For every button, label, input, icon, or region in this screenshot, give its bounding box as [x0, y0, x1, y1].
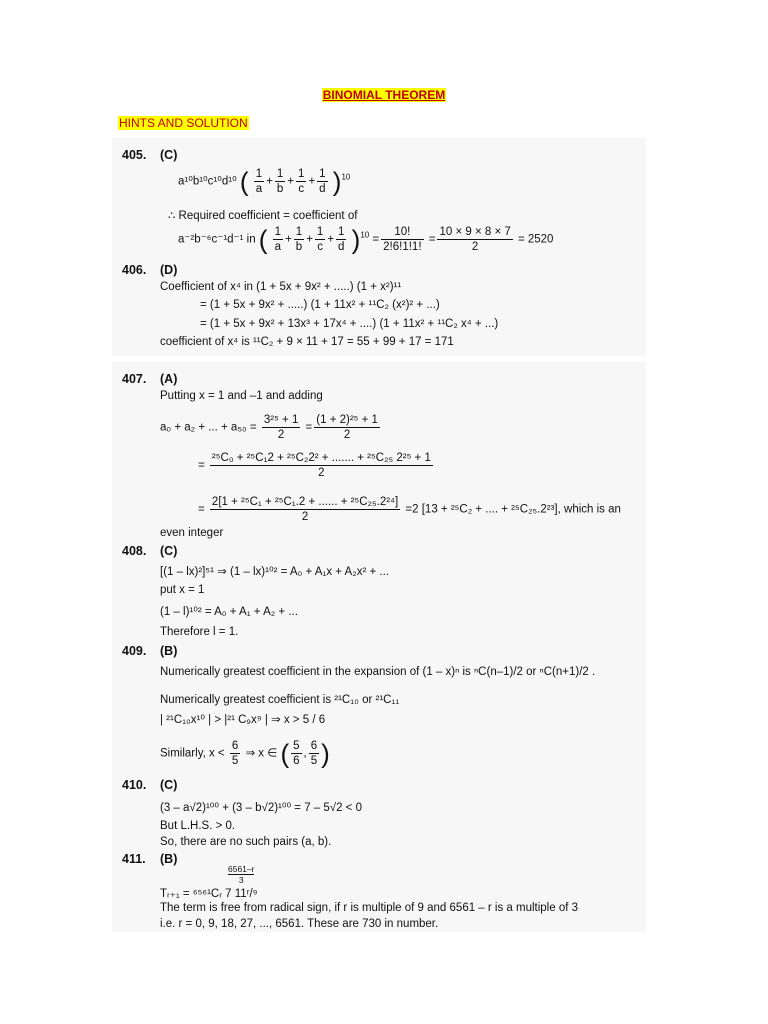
- q406-line-3: = (1 + 5x + 9x² + 13x³ + 17x⁴ + ....) (1 + 11x² + ¹¹C₂ x⁴ + ...): [200, 318, 499, 330]
- q411-line-3: i.e. r = 0, 9, 18, 27, ..., 6561. These are 730 in number.: [160, 918, 439, 930]
- solution-scan-2: [112, 362, 646, 932]
- question-number-409: 409.: [122, 644, 147, 658]
- q408-line-2: put x = 1: [160, 584, 205, 596]
- question-number-406: 406.: [122, 263, 147, 277]
- answer-407: (A): [160, 372, 178, 386]
- q410-line-1: (3 – a√2)¹⁰⁰ + (3 – b√2)¹⁰⁰ = 7 – 5√2 < 0: [160, 802, 362, 814]
- q411-exponent: 6561–r 3: [228, 864, 255, 885]
- q409-line-4: Similarly, x < $\frac{6}{5}$ ⇒ x ∈ ( $\frac{5}{6}$ , $\frac{6}{5}$ ): [160, 738, 330, 769]
- q407-line-1: Putting x = 1 and –1 and adding: [160, 390, 323, 402]
- page-title: BINOMIAL THEOREM: [322, 88, 446, 102]
- q408-line-4: Therefore l = 1.: [160, 626, 239, 638]
- q405-expression-2: a⁻²b⁻⁶c⁻¹d⁻¹ in ( $\frac{1}{a}$ + $\frac{1}{b}$ + $\frac{1}{c}$ + $\frac{1}{d}$ )$^{10}$ = $\frac{10!}{2!6!1!1!}$ = $\frac{10 \times 9 \times 8 \times 7}{2}$ = 2520: [178, 224, 554, 255]
- answer-406: (D): [160, 263, 178, 277]
- q405-expression-1: a¹⁰b¹⁰c¹⁰d¹⁰ ( $\frac{1}{a}$ + $\frac{1}{b}$ + $\frac{1}{c}$ + $\frac{1}{d}$ )$^{10}$: [178, 166, 351, 197]
- question-number-408: 408.: [122, 544, 147, 558]
- solution-scan-1: [112, 138, 646, 356]
- answer-411: (B): [160, 852, 178, 866]
- q409-line-2: Numerically greatest coefficient is ²¹C₁₀ or ²¹C₁₁: [160, 694, 400, 706]
- q407-line-3: = $\frac{\text{²⁵C₀ + ²⁵C₁2 + ²⁵C₂2² + ....... + ²⁵C₂₅ 2²⁵ + 1}}{2}$: [198, 452, 431, 479]
- question-number-405: 405.: [122, 148, 147, 162]
- section-heading: HINTS AND SOLUTION: [119, 116, 248, 130]
- q408-line-3: (1 – l)¹⁰² = A₀ + A₁ + A₂ + ...: [160, 606, 298, 618]
- question-number-411: 411.: [122, 852, 146, 866]
- q406-line-2: = (1 + 5x + 9x² + .....) (1 + 11x² + ¹¹C₂ (x²)² + ...): [200, 299, 440, 311]
- answer-408: (C): [160, 544, 178, 558]
- q405-text: ∴ Required coefficient = coefficient of: [168, 210, 358, 222]
- q407-line-4: = $\frac{\text{2[1 + ²⁵C₁ + ²⁵C₁.2 + ...... + ²⁵C₂₅.2²⁴]}}{2}$ =2 [13 + ²⁵C₂ + .... + ²⁵C₂₅.2²³], which is an: [198, 496, 621, 523]
- question-number-407: 407.: [122, 372, 147, 386]
- answer-410: (C): [160, 778, 178, 792]
- q408-line-1: [(1 – lx)²]⁵¹ ⇒ (1 – lx)¹⁰² = A₀ + A₁x + A₂x² + ...: [160, 566, 389, 578]
- answer-409: (B): [160, 644, 178, 658]
- q409-line-1: Numerically greatest coefficient in the expansion of (1 – x)ⁿ is ⁿC(n–1)/2 or ⁿC(n+1)/2 .: [160, 666, 596, 678]
- q406-line-4: coefficient of x⁴ is ¹¹C₂ + 9 × 11 + 17 = 55 + 99 + 17 = 171: [160, 336, 454, 348]
- q411-line-2: The term is free from radical sign, if r is multiple of 9 and 6561 – r is a multiple of 3: [160, 902, 579, 914]
- q411-line-1: Tᵣ₊₁ = ⁶⁵⁶¹Cᵣ 7 11ʳ/⁹: [160, 888, 258, 900]
- q410-line-2: But L.H.S. > 0.: [160, 820, 236, 832]
- question-number-410: 410.: [122, 778, 147, 792]
- q409-line-3: | ²¹C₁₀x¹⁰ | > |²¹ C₉x⁹ | ⇒ x > 5 / 6: [160, 714, 326, 726]
- answer-405: (C): [160, 148, 178, 162]
- q407-line-2: a₀ + a₂ + ... + a₅₀ = $\frac{\text{3²⁵ + 1}}{2}$ = $\frac{\text{(1 + 2)²⁵ + 1}}{2}$: [160, 414, 378, 441]
- q407-line-5: even integer: [160, 527, 224, 539]
- q410-line-3: So, there are no such pairs (a, b).: [160, 836, 332, 848]
- q406-line-1: Coefficient of x⁴ in (1 + 5x + 9x² + .....) (1 + x²)¹¹: [160, 281, 402, 293]
